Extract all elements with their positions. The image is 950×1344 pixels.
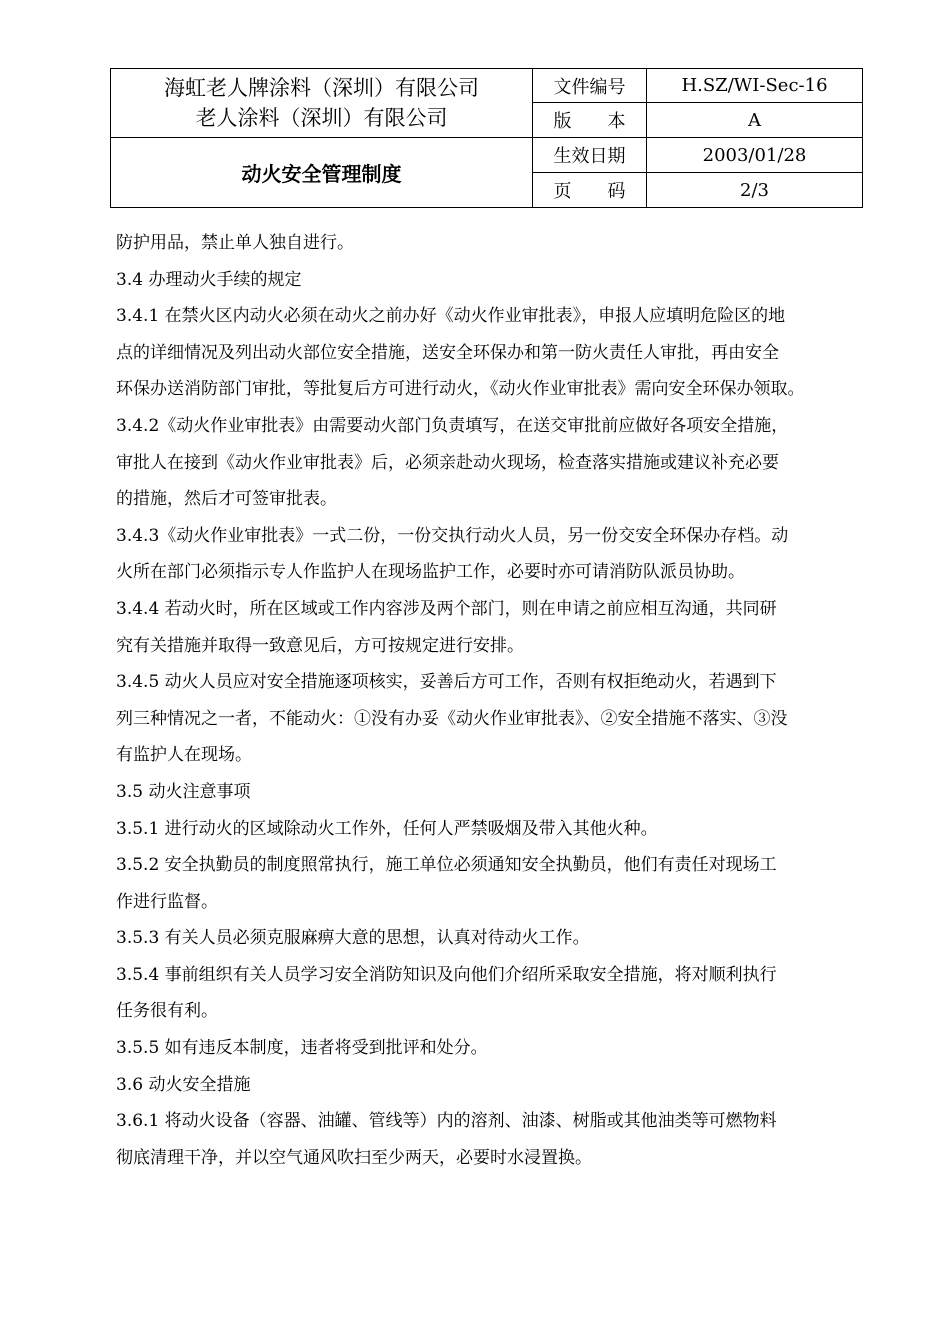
body-line: 彻底清理干净，并以空气通风吹扫至少两天，必要时水浸置换。 [116,1147,592,1168]
body-line: 3.5.4 事前组织有关人员学习安全消防知识及向他们介绍所采取安全措施，将对顺利执行 [116,964,777,985]
body-line: 3.4.2《动火作业审批表》由需要动火部门负责填写，在送交审批前应做好各项安全措施， [116,415,789,436]
body-line: 3.4.5 动火人员应对安全措施逐项核实，妥善后方可工作，否则有权拒绝动火，若遇到下 [116,672,777,693]
body-line: 3.4.1 在禁火区内动火必须在动火之前办好《动火作业审批表》，申报人应填明危险区的地 [116,306,786,327]
section-heading-3-5: 3.5 动火注意事项 [116,781,251,802]
body-line: 任务很有利。 [116,1001,218,1022]
body-line: 审批人在接到《动火作业审批表》后，必须亲赴动火现场，检查落实措施或建议补充必要 [116,452,779,473]
body-line: 防护用品，禁止单人独自进行。 [116,233,354,253]
body-line: 究有关措施并取得一致意见后，方可按规定进行安排。 [116,635,524,656]
body-line: 3.6.1 将动火设备（容器、油罐、管线等）内的溶剂、油漆、树脂或其他油类等可燃物料 [116,1111,777,1132]
field-label-page: 页 码 [533,173,647,208]
section-heading-3-6: 3.6 动火安全措施 [116,1074,251,1095]
field-value-version: A [647,103,863,138]
company-name-line1: 海虹老人牌涂料（深圳）有限公司 [164,76,479,100]
body-line: 3.5.2 安全执勤员的制度照常执行，施工单位必须通知安全执勤员，他们有责任对现场工 [116,855,777,876]
field-value-doc-number: H.SZ/WI-Sec-16 [647,69,863,103]
body-line: 环保办送消防部门审批，等批复后方可进行动火，《动火作业审批表》需向安全环保办领取。 [116,379,805,400]
company-name-line2: 老人涂料（深圳）有限公司 [195,106,448,130]
field-value-effective-date: 2003/01/28 [647,138,863,173]
field-value-page: 2/3 [647,173,863,208]
body-line: 有监护人在现场。 [116,745,252,766]
field-label-doc-number: 文件编号 [533,69,647,103]
body-line: 点的详细情况及列出动火部位安全措施，送安全环保办和第一防火责任人审批，再由安全 [116,342,779,363]
body-line: 3.4.4 若动火时，所在区域或工作内容涉及两个部门，则在申请之前应相互沟通，共同研 [116,598,777,619]
body-line: 3.5.5 如有违反本制度，违者将受到批评和处分。 [116,1038,488,1059]
body-line: 的措施，然后才可签审批表。 [116,489,337,510]
field-label-version: 版 本 [533,103,647,138]
body-line: 3.5.1 进行动火的区域除动火工作外，任何人严禁吸烟及带入其他火种。 [116,818,658,839]
body-line: 作进行监督。 [116,891,218,912]
document-header-table [110,68,863,208]
document-body [116,225,863,1176]
section-heading-3-4: 3.4 办理动火手续的规定 [116,269,302,290]
body-line: 3.5.3 有关人员必须克服麻痹大意的思想，认真对待动火工作。 [116,928,590,949]
field-label-effective-date: 生效日期 [533,138,647,173]
document-title: 动火安全管理制度 [111,138,533,208]
body-line: 3.4.3《动火作业审批表》一式二份，一份交执行动火人员，另一份交安全环保办存档。动 [116,525,789,546]
company-name-cell [111,69,533,138]
body-line: 火所在部门必须指示专人作监护人在现场监护工作，必要时亦可请消防队派员协助。 [116,562,745,583]
body-line: 列三种情况之一者，不能动火：①没有办妥《动火作业审批表》、②安全措施不落实、③没 [116,708,788,729]
